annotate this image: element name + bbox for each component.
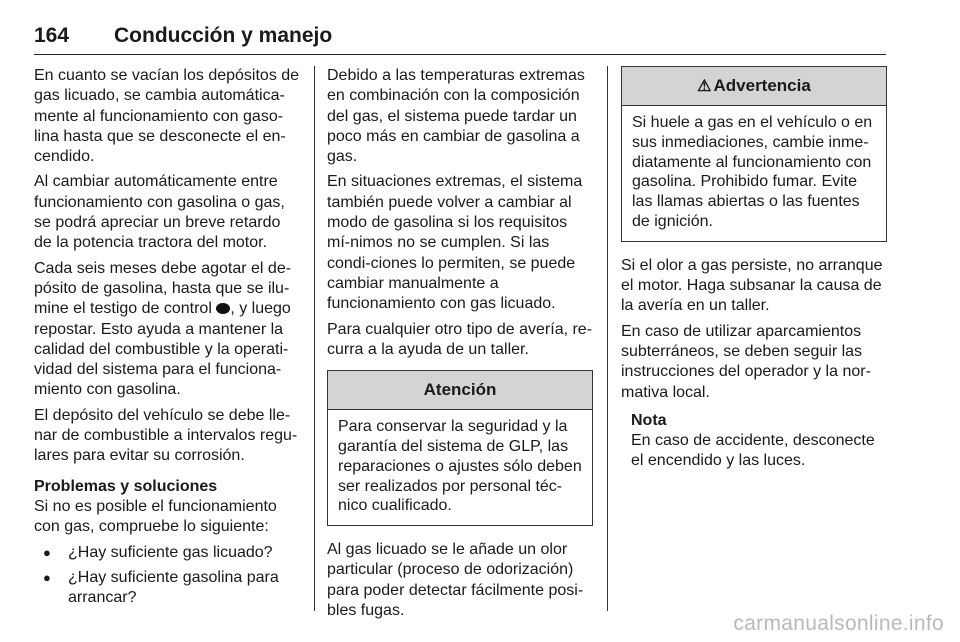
paragraph: Al cambiar automáticamente entre funcionamiento con gasolina o gas, se podrá apreciar un breve retardo de la potencia tractora del motor. <box>34 173 285 252</box>
note-title: Nota <box>631 411 667 429</box>
warning-box <box>621 66 887 242</box>
paragraph: En cuanto se vacían los depósitos de gas licuado, se cambia automática-mente al funcionamiento con gaso-lina hasta que se desconecte el en-cendido. <box>34 67 300 166</box>
paragraph: El depósito del vehículo se debe lle-nar de combustible a intervalos regu-lares para evitar su corrosión. <box>34 406 298 465</box>
list-item: ● ¿Hay suficiente gas licuado? <box>34 543 302 563</box>
paragraph: Si no es posible el funcionamiento con gas, compruebe lo siguiente: <box>34 497 277 536</box>
paragraph: En situaciones extremas, el sistema también puede volver a cambiar al modo de gasolina si los requisitos mí-nimos no se cumplen. Si las condi-ciones lo permiten, se puede cambiar manualmente a funcionamiento con gas licuado. <box>327 173 583 313</box>
paragraph: En caso de utilizar aparcamientos subterráneos, se deben seguir las instrucciones del operador y la nor-mativa local. <box>621 322 871 401</box>
bullet-icon: ● <box>43 544 51 560</box>
chapter-title: Conducción y manejo <box>114 24 333 47</box>
bullet-icon: ● <box>43 569 51 585</box>
note <box>631 411 887 472</box>
list-item: ● ¿Hay suficiente gasolina para arrancar? <box>43 568 279 607</box>
paragraph: Si el olor a gas persiste, no arranque el motor. Haga subsanar la causa de la avería en un taller. <box>621 256 883 315</box>
section-heading: Problemas y soluciones <box>34 477 218 495</box>
attention-box <box>327 370 593 526</box>
page-number: 164 <box>34 24 70 47</box>
bullet-list <box>34 543 302 609</box>
column-divider <box>607 66 608 611</box>
attention-title: Atención <box>328 371 592 410</box>
warning-text: Si huele a gas en el vehículo o en sus inmediaciones, cambie inme-diatamente al funcionamiento con gasolina. Prohibido fumar. Evite las llamas abiertas o las fuentes de ignición. <box>632 114 873 230</box>
warning-icon: ⚠ <box>697 78 712 95</box>
paragraph: Para cualquier otro tipo de avería, re-curra a la ayuda de un taller. <box>327 320 593 358</box>
watermark: carmanualsonline.info <box>733 612 944 635</box>
warning-header <box>622 67 886 106</box>
attention-text: Para conservar la seguridad y la garantía del sistema de GLP, las reparaciones o ajustes sólo deben ser realizados por personal téc-nico cualificado. <box>338 418 582 515</box>
paragraph: Al gas licuado se le añade un olor particular (proceso de odorización) para poder detectar fácilmente posi-bles fugas. <box>327 541 584 620</box>
page-header <box>34 22 886 55</box>
column-3 <box>621 66 887 472</box>
column-1 <box>34 66 302 613</box>
note-text: En caso de accidente, desconecte el encendido y las luces. <box>631 432 875 470</box>
column-divider <box>314 66 315 611</box>
control-light-icon <box>216 303 230 314</box>
warning-title: Advertencia <box>713 76 811 95</box>
paragraph: Debido a las temperaturas extremas en combinación con la composición del gas, el sistema puede tardar un poco más en cambiar de gasolina a gas. <box>327 67 585 166</box>
column-2 <box>327 66 593 626</box>
paragraph: Cada seis meses debe agotar el de-pósito de gasolina, hasta que se ilu-mine el testigo de control , y luego repostar. Esto ayuda a mantener la calidad del combustible y la operati-vidad del sistema para el funciona-miento con gasolina. <box>34 259 292 399</box>
